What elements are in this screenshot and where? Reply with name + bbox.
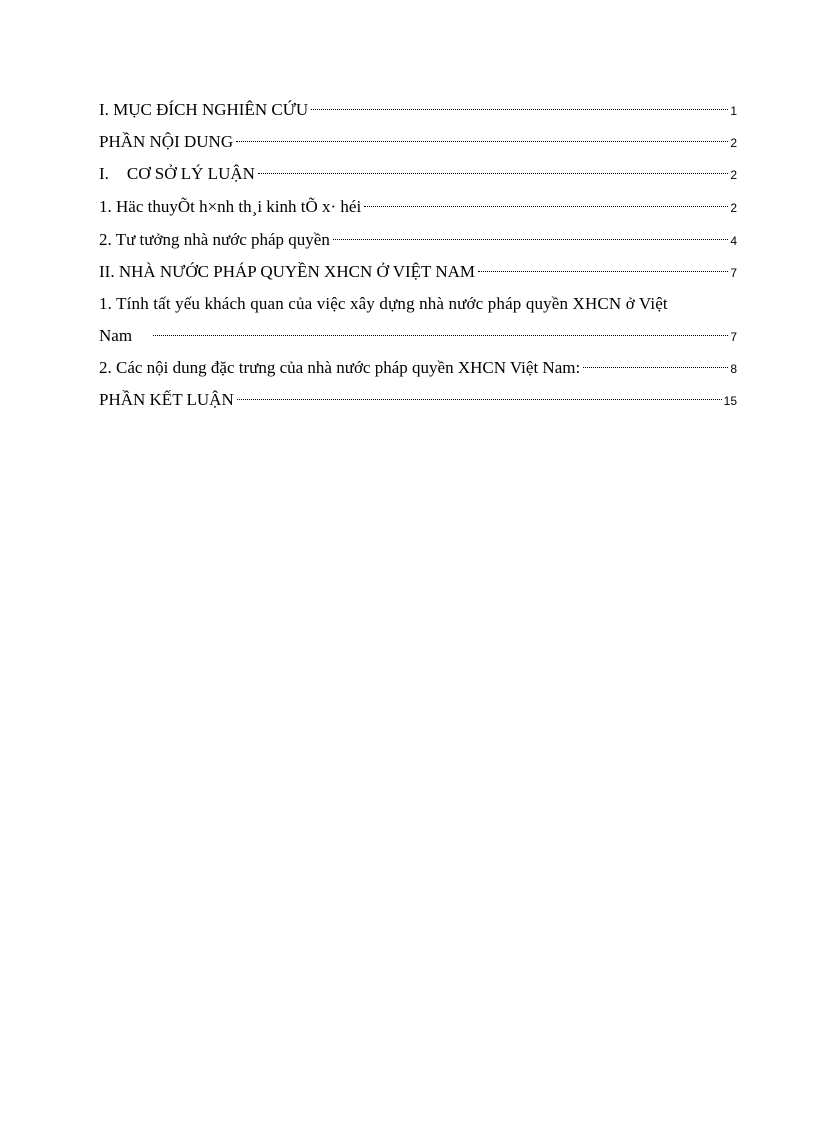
toc-page-number: 4 — [730, 234, 737, 248]
toc-dot-leader — [153, 335, 728, 336]
toc-entry-text-line2: Nam — [99, 326, 133, 345]
toc-entry[interactable] — [99, 94, 737, 126]
toc-page-number: 1 — [730, 104, 737, 118]
toc-entry-continuation — [99, 320, 737, 352]
toc-entry-text-line1: 1. Tính tất yếu khách quan của việc xây dựng nhà nước pháp quyền XHCN ở Việt — [99, 294, 668, 313]
toc-dot-leader — [478, 271, 728, 272]
toc-page-number: 2 — [730, 201, 737, 215]
toc-entry[interactable] — [99, 126, 737, 158]
toc-entry-text: CƠ SỞ LÝ LUẬN — [126, 164, 255, 183]
toc-page-number: 2 — [730, 136, 737, 150]
toc-page-number: 8 — [730, 362, 737, 376]
toc-dot-leader — [237, 399, 722, 400]
toc-entry-label: I. — [99, 164, 109, 183]
toc-entry-text: PHẦN NỘI DUNG — [99, 132, 234, 151]
toc-entry[interactable] — [99, 256, 737, 288]
toc-dot-leader — [311, 109, 728, 110]
toc-entry[interactable] — [99, 190, 737, 224]
toc-page-number: 15 — [723, 394, 737, 408]
toc-entry[interactable] — [99, 158, 737, 190]
toc-dot-leader — [333, 239, 728, 240]
toc-page-number: 7 — [730, 330, 737, 344]
toc-entry-text: II. NHÀ NƯỚC PHÁP QUYỀN XHCN Ở VIỆT NAM — [99, 262, 476, 281]
toc-page-number: 7 — [730, 266, 737, 280]
toc-entry[interactable] — [99, 384, 737, 416]
toc-dot-leader — [236, 141, 728, 142]
toc-entry[interactable] — [99, 224, 737, 256]
toc-entry[interactable] — [99, 352, 737, 384]
toc-entry-text: 2. Các nội dung đặc trưng của nhà nước pháp quyền XHCN Việt Nam: — [99, 358, 581, 377]
toc-entry-text: 2. Tư tưởng nhà nước pháp quyền — [99, 230, 330, 249]
toc-entry-text: I. MỤC ĐÍCH NGHIÊN CỨU — [99, 100, 309, 119]
toc-dot-leader — [583, 367, 728, 368]
table-of-contents — [99, 94, 737, 416]
toc-page-number: 2 — [730, 168, 737, 182]
toc-dot-leader — [258, 173, 728, 174]
toc-entry-text: 1. Häc thuyÕt h×nh th¸i kinh tÕ x· héi — [99, 197, 362, 216]
toc-dot-leader — [364, 206, 728, 207]
toc-entry-multiline[interactable] — [99, 288, 737, 352]
toc-entry-text: PHẦN KẾT LUẬN — [99, 390, 234, 409]
